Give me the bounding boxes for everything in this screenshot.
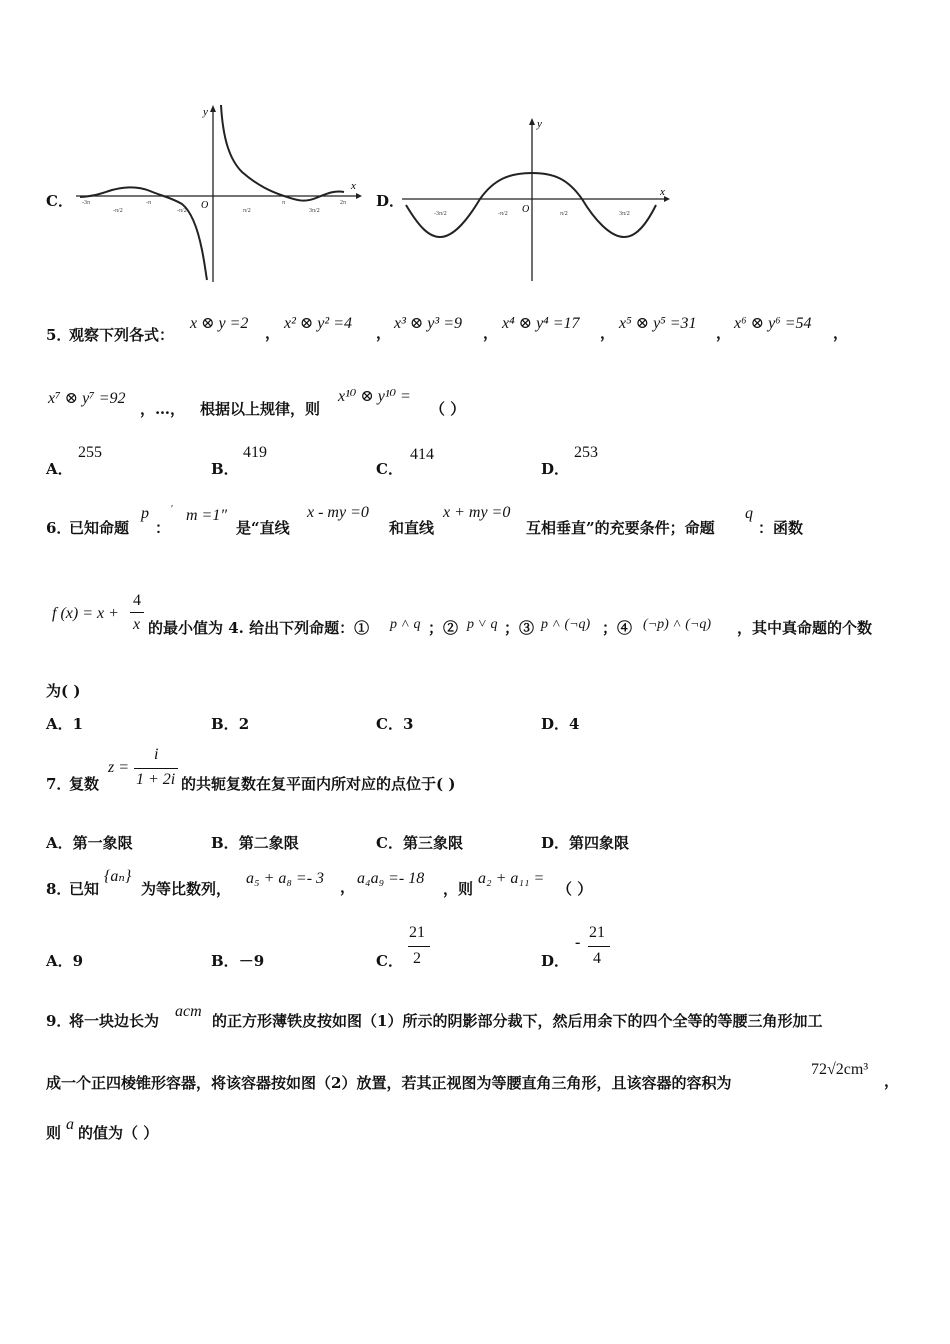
y-axis-arrow [210, 105, 216, 112]
option-d-graph [398, 115, 673, 285]
q8-target: a₂ + a₁₁ = [478, 870, 545, 887]
q7-option-d: D．第四象限 [541, 834, 630, 852]
q6-text-3: 和直线 [389, 519, 435, 537]
q8-option-d-den: 4 [593, 950, 601, 967]
svg-text:-3π: -3π [82, 200, 91, 206]
q9-text-6: 的值为（ ） [78, 1124, 159, 1142]
q5-term-3: x³ ⊗ y³ =9 [394, 315, 462, 332]
q9-text-2: 的正方形薄铁皮按如图（1）所示的阴影部分裁下，然后用余下的四个全等的等腰三角形加工 [212, 1012, 823, 1030]
q6-q: q [745, 505, 753, 522]
q9-number: 9． [46, 1012, 72, 1030]
q8-option-a: A．9 [46, 952, 84, 970]
q9-volume: 72√2cm³ [811, 1061, 869, 1078]
option-c-label: C． [46, 192, 73, 210]
q5-blank: （ ） [430, 400, 466, 418]
q7-numerator: i [154, 746, 159, 763]
q9-a: a [66, 1116, 74, 1133]
svg-text:2π: 2π [340, 200, 347, 206]
q5-term-6: x⁶ ⊗ y⁶ =54 [734, 315, 812, 332]
q8-option-c-label: C． [376, 952, 403, 970]
q8-blank: （ ） [557, 880, 593, 898]
origin-label: O [201, 200, 209, 211]
q8-option-b: B．－9 [211, 952, 265, 970]
q6-text-2: 是“直线 [236, 519, 290, 537]
q8-number: 8． [46, 880, 72, 898]
y-axis-label: y [203, 106, 208, 118]
y-axis-arrow [529, 118, 535, 125]
q9-text-3: 成一个正四棱锥形容器，将该容器按如图（2）放置，若其正视图为等腰直角三角形，且该容器的容积为 [46, 1074, 732, 1092]
q6-text-6: 的最小值为 4. 给出下列命题：① [148, 619, 370, 637]
svg-text:-π/2: -π/2 [498, 211, 508, 217]
q5-lead: 观察下列各式： [69, 326, 175, 344]
x-tick-labels [82, 200, 346, 214]
q5-option-a-label: A． [46, 460, 73, 478]
q7-frac-bar [134, 768, 178, 769]
q6-option-b: B．2 [211, 715, 250, 733]
q5-target: x¹⁰ ⊗ y¹⁰ = [338, 388, 411, 405]
q6-function: f (x) = x + [52, 605, 119, 622]
option-c-graph [72, 100, 362, 285]
q7-number: 7． [46, 775, 72, 793]
q8-sequence: {aₙ} [104, 868, 132, 885]
q6-p: p [141, 505, 149, 522]
q9-acm: acm [175, 1003, 202, 1020]
q6-line-2: x + my =0 [443, 504, 511, 521]
q6-text-1: 已知命题 [69, 519, 130, 537]
q7-rest: 的共轭复数在复平面内所对应的点位于( ) [181, 775, 456, 793]
q6-condition: m =1″ [186, 507, 228, 524]
q5-option-d-label: D． [541, 460, 570, 478]
q6-number: 6． [46, 519, 72, 537]
q5-term-1: x ⊗ y =2 [190, 315, 249, 332]
q8-lead: 已知 [69, 880, 100, 898]
q5-option-a-value: 255 [78, 444, 102, 461]
q9-text-1: 将一块边长为 [69, 1012, 160, 1030]
y-axis-label: y [537, 118, 542, 130]
q8-option-c-num: 21 [409, 924, 425, 941]
q9-text-5: 则 [46, 1124, 62, 1142]
q5-ellipsis: ，…， [140, 400, 186, 418]
q6-option-a: A．1 [46, 715, 84, 733]
q6-expr-2: p ˅ q [467, 617, 498, 632]
q7-option-b: B．第二象限 [211, 834, 299, 852]
q5-term-5: x⁵ ⊗ y⁵ =31 [619, 315, 697, 332]
q5-option-c-value: 414 [410, 446, 434, 463]
q6-text-5: ：函数 [758, 519, 804, 537]
svg-text:3π/2: 3π/2 [619, 211, 630, 217]
svg-text:π: π [282, 200, 286, 206]
q6-text-4: 互相垂直”的充要条件；命题 [526, 519, 715, 537]
q5-option-b-value: 419 [243, 444, 267, 461]
q8-condition-2: a₄a₉ =- 18 [357, 870, 425, 887]
q6-line-1: x - my =0 [307, 504, 369, 521]
curve-right [221, 105, 344, 201]
q6-option-d: D．4 [541, 715, 580, 733]
q7-denominator: 1 + 2i [136, 771, 176, 788]
q8-option-d-num: 21 [589, 924, 605, 941]
q7-option-c: C．第三象限 [376, 834, 463, 852]
q8-option-d-bar [588, 946, 610, 947]
q6-frac-num: 4 [133, 592, 141, 609]
q7-lead: 复数 [69, 775, 100, 793]
q6-expr-4: (¬p) ˄ (¬q) [643, 617, 711, 632]
q8-option-d-sign: - [575, 934, 581, 951]
q5-mid: 根据以上规律，则 [200, 400, 321, 418]
q5-term-7: x⁷ ⊗ y⁷ =92 [48, 390, 126, 407]
q5-term-2: x² ⊗ y² =4 [284, 315, 352, 332]
x-axis-arrow [664, 196, 670, 202]
q5-option-d-value: 253 [574, 444, 598, 461]
q6-text-10: ，其中真命题的个数 [737, 619, 873, 637]
q8-text-2: ，则 [443, 880, 474, 898]
option-d-label: D． [376, 192, 405, 210]
x-axis-arrow [356, 193, 362, 199]
svg-text:3π/2: 3π/2 [309, 208, 320, 214]
q6-expr-3: p ˄ (¬q) [541, 617, 591, 632]
q8-condition-1: a₅ + a₈ =- 3 [246, 870, 325, 887]
q6-option-c: C．3 [376, 715, 414, 733]
curve-left [80, 187, 207, 280]
svg-text:π/2: π/2 [560, 211, 568, 217]
svg-text:-π/2: -π/2 [113, 208, 123, 214]
origin-label: O [522, 204, 530, 215]
q7-z: z = [108, 759, 130, 776]
svg-text:-3π/2: -3π/2 [434, 211, 447, 217]
q6-frac-bar [130, 612, 144, 613]
svg-text:-π/2: -π/2 [177, 208, 187, 214]
curve [406, 173, 656, 237]
svg-text:-π: -π [146, 200, 152, 206]
q8-option-c-den: 2 [413, 950, 421, 967]
q8-text-1: 为等比数列， [141, 880, 232, 898]
q8-option-d-label: D． [541, 952, 570, 970]
q8-option-c-bar [408, 946, 430, 947]
x-axis-label: x [351, 180, 356, 192]
q5-option-b-label: B． [211, 460, 239, 478]
q6-text-11: 为( ) [46, 682, 81, 700]
svg-text:π/2: π/2 [243, 208, 251, 214]
x-axis-label: x [660, 186, 665, 198]
q6-frac-den: x [133, 616, 141, 633]
q7-option-a: A．第一象限 [46, 834, 133, 852]
q5-term-4: x⁴ ⊗ y⁴ =17 [502, 315, 580, 332]
q5-number: 5． [46, 326, 72, 344]
q5-option-c-label: C． [376, 460, 403, 478]
q6-expr-1: p ˄ q [390, 617, 421, 632]
